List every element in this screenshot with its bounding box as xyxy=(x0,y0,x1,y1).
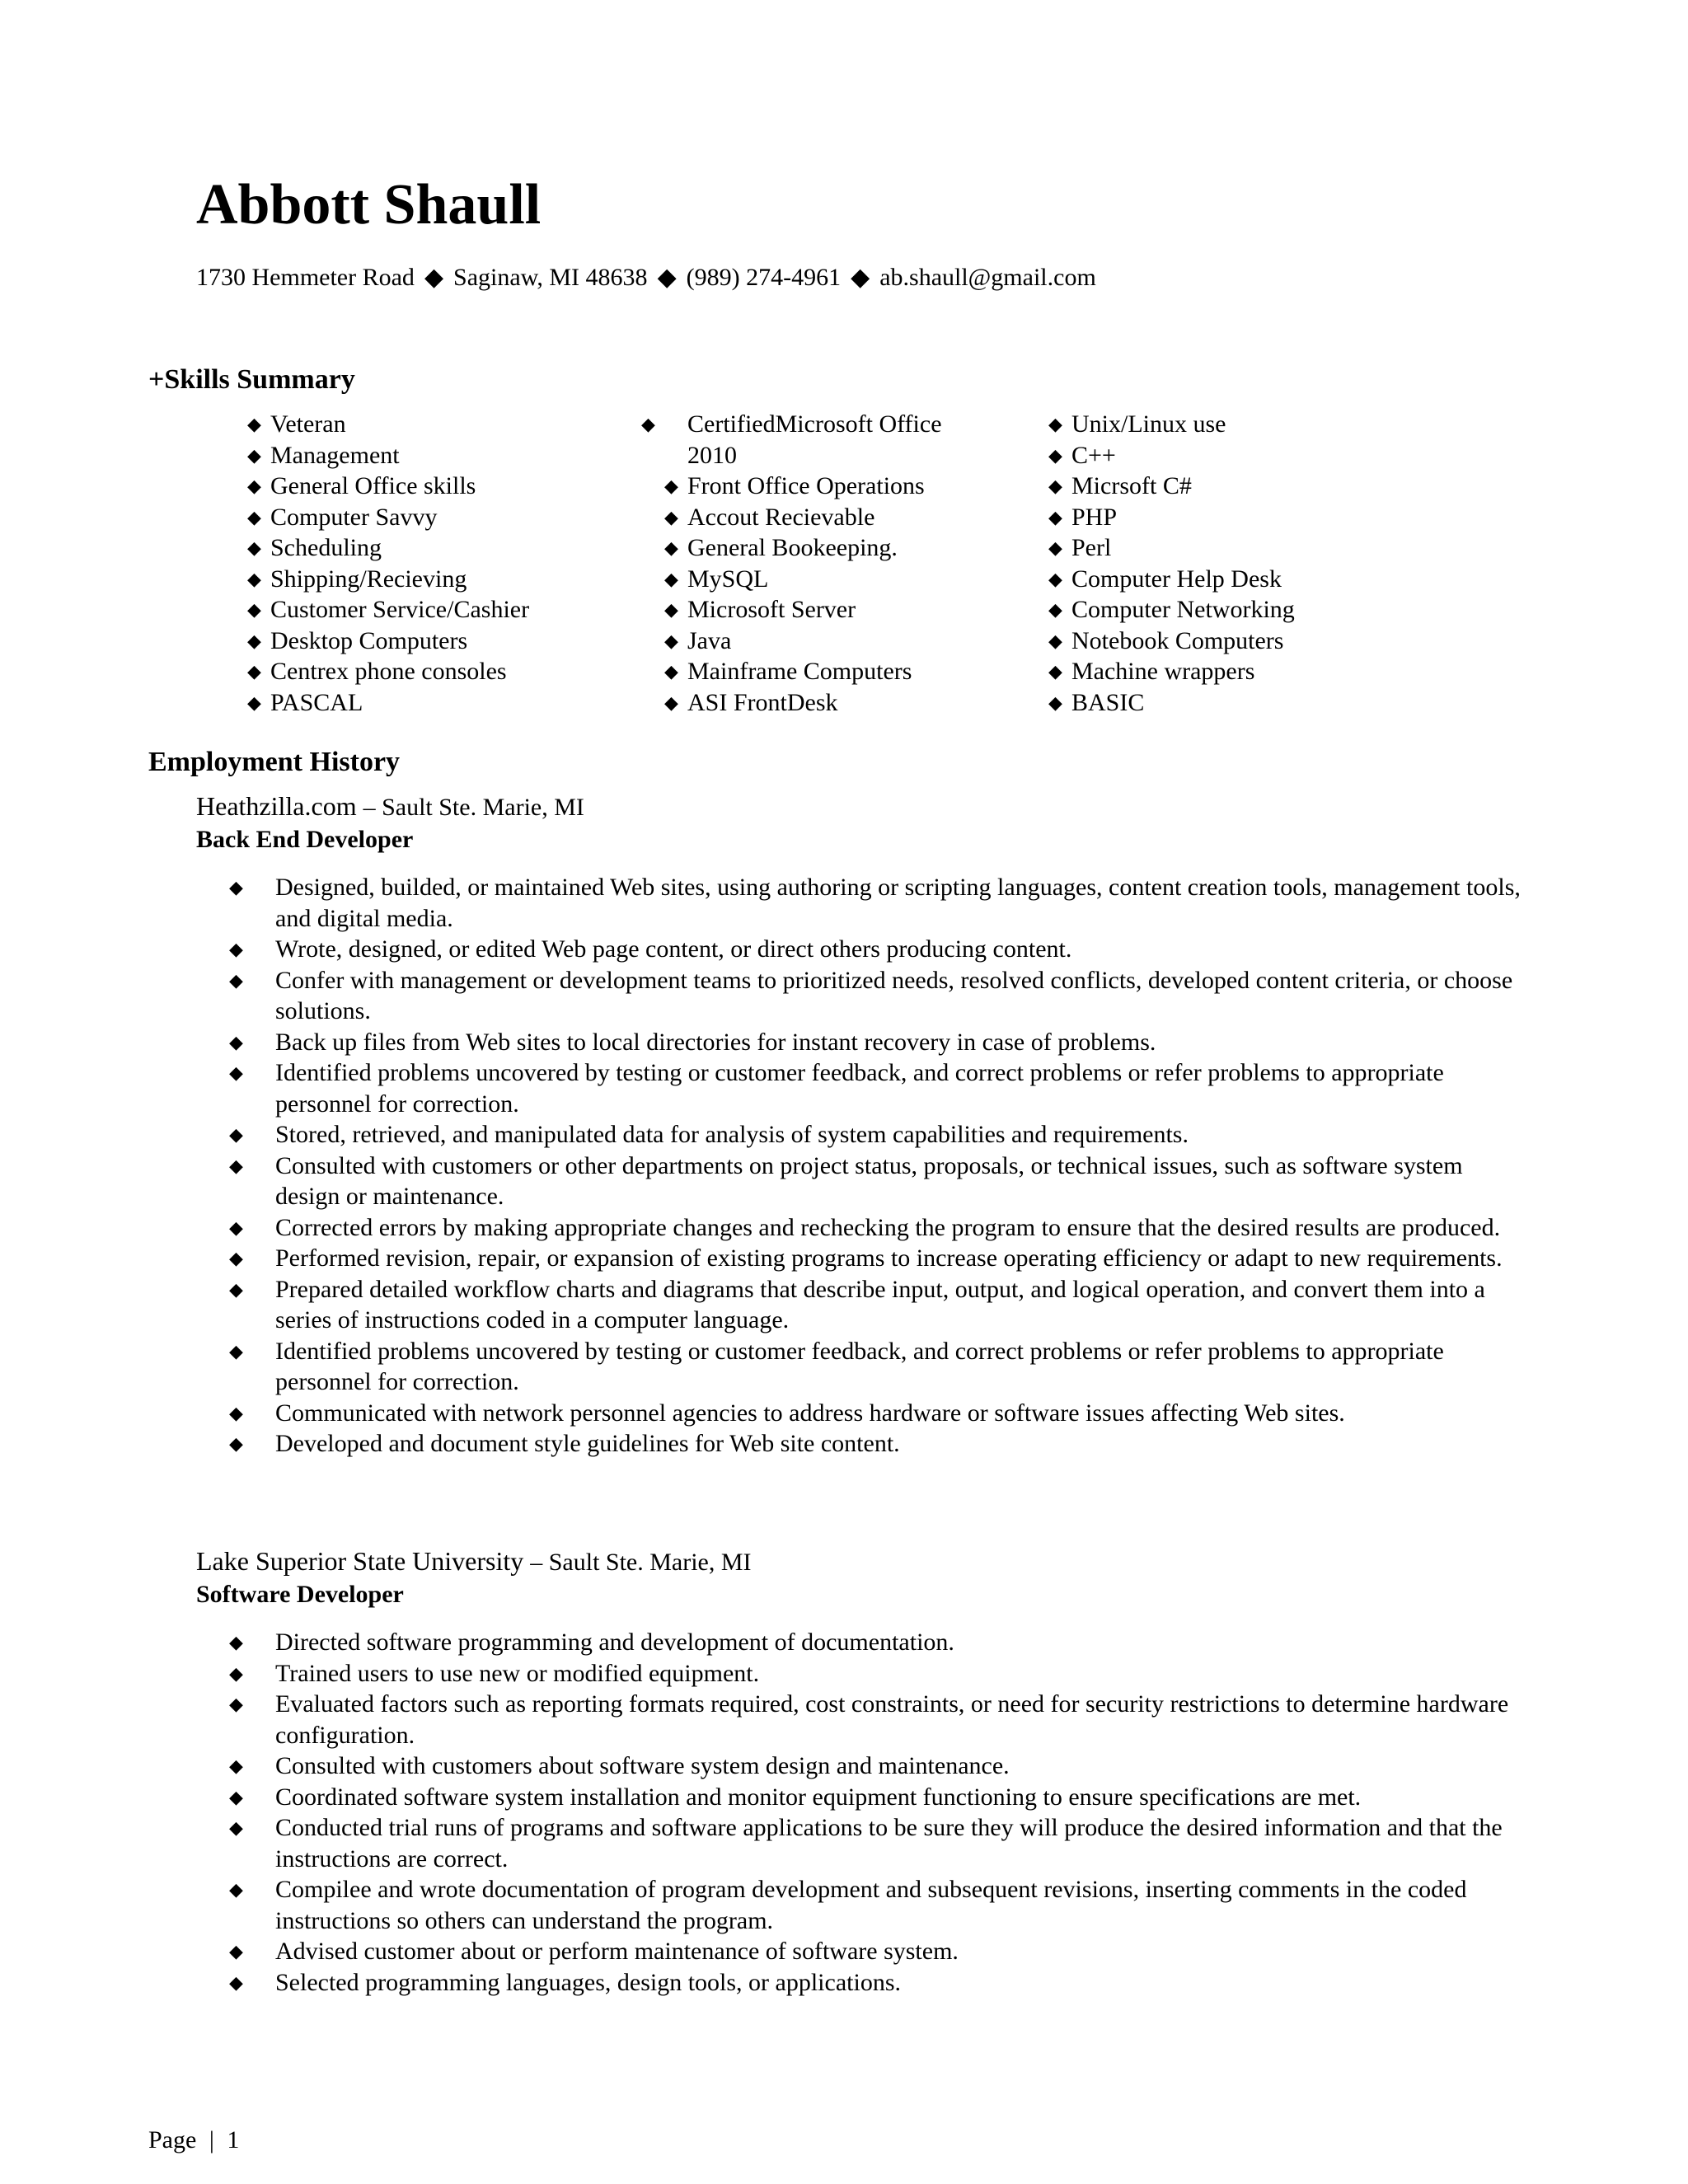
diamond-icon: ◆ xyxy=(229,1632,243,1652)
list-item: ◆ Coordinated software system installation and monitor equipment functioning to ensure specifications are met. xyxy=(229,1782,1531,1813)
employer-location: – Sault Ste. Marie, MI xyxy=(530,1549,752,1576)
job-title: Back End Developer xyxy=(196,826,414,853)
diamond-icon: ◆ xyxy=(229,1340,243,1361)
skills-column-2 xyxy=(641,409,986,718)
list-item: ◆ Designed, builded, or maintained Web sites, using authoring or scripting languages, content creation tools, management tools, and digital media. xyxy=(229,874,1521,932)
skill-item: ◆ Scheduling xyxy=(247,532,635,564)
diamond-icon: ◆ xyxy=(664,506,678,527)
skill-item: ◆ C++ xyxy=(1048,440,1436,471)
list-item: ◆ Directed software programming and development of documentation. xyxy=(229,1627,1531,1658)
skill-item: ◆ CertifiedMicrosoft Office 2010 xyxy=(641,410,942,469)
list-item: ◆ Conducted trial runs of programs and software applications to be sure they will produce the desired information and that the instructions are correct. xyxy=(229,1814,1503,1872)
page-label: Page xyxy=(148,2126,197,2154)
list-item: ◆ Identified problems uncovered by testing or customer feedback, and correct problems or refer problems to appropriate personnel for correction. xyxy=(229,1337,1444,1395)
page-number: 1 xyxy=(227,2126,240,2154)
diamond-icon: ◆ xyxy=(229,1124,243,1145)
address: 1730 Hemmeter Road xyxy=(196,264,415,291)
diamond-icon: ◆ xyxy=(229,1879,243,1900)
diamond-icon: ◆ xyxy=(641,414,655,434)
diamond-icon: ◆ xyxy=(247,414,261,434)
skill-item: ◆ Unix/Linux use xyxy=(1048,409,1436,440)
list-item: ◆ Stored, retrieved, and manipulated data for analysis of system capabilities and requirements. xyxy=(229,1119,1531,1151)
diamond-icon: ◆ xyxy=(1048,414,1062,434)
job-title: Software Developer xyxy=(196,1581,404,1608)
diamond-icon: ◆ xyxy=(247,630,261,651)
diamond-icon: ◆ xyxy=(1048,537,1062,558)
diamond-icon: ◆ xyxy=(229,877,243,898)
skill-item: ◆ Java xyxy=(664,626,986,657)
diamond-icon: ◆ xyxy=(229,1278,243,1300)
skill-item: ◆ Computer Savvy xyxy=(247,502,635,533)
skill-item: ◆ Mainframe Computers xyxy=(664,656,986,687)
diamond-icon: ◆ xyxy=(229,1755,243,1776)
skill-item: ◆ Machine wrappers xyxy=(1048,656,1436,687)
skill-item: ◆ Computer Help Desk xyxy=(1048,564,1436,595)
diamond-icon: ◆ xyxy=(247,568,261,589)
diamond-icon: ◆ xyxy=(1048,599,1062,620)
diamond-icon: ◆ xyxy=(851,264,870,291)
skill-item: ◆ Micrsoft C# xyxy=(1048,471,1436,502)
phone-number: (989) 274-4961 xyxy=(686,264,842,291)
diamond-icon: ◆ xyxy=(1048,568,1062,589)
diamond-icon: ◆ xyxy=(664,476,678,496)
diamond-icon: ◆ xyxy=(229,1433,243,1454)
skill-item: ◆ Accout Recievable xyxy=(664,502,986,533)
skill-item: ◆ Front Office Operations xyxy=(664,471,986,502)
skill-item: ◆ Shipping/Recieving xyxy=(247,564,635,595)
contact-line xyxy=(196,265,1096,290)
list-item: ◆ Compilee and wrote documentation of program development and subsequent revisions, inserting comments in the coded instructions so others can understand the program. xyxy=(229,1876,1467,1934)
diamond-icon: ◆ xyxy=(229,1216,243,1238)
skill-item: ◆ PHP xyxy=(1048,502,1436,533)
employer-name: Heathzilla.com xyxy=(196,791,357,821)
diamond-icon: ◆ xyxy=(229,1971,243,1993)
diamond-icon: ◆ xyxy=(247,476,261,496)
skill-item: ◆ Veteran xyxy=(247,409,635,440)
skill-item: ◆ Perl xyxy=(1048,532,1436,564)
diamond-icon: ◆ xyxy=(664,568,678,589)
skills-summary-heading: +Skills Summary xyxy=(148,364,355,395)
job-duties-list xyxy=(229,872,1531,1460)
diamond-icon: ◆ xyxy=(1048,506,1062,527)
skill-item: ◆ Management xyxy=(247,440,635,471)
skill-item: ◆ Desktop Computers xyxy=(247,626,635,657)
skill-item: ◆ Microsoft Server xyxy=(664,594,986,626)
diamond-icon: ◆ xyxy=(664,661,678,682)
diamond-icon: ◆ xyxy=(1048,630,1062,651)
list-item: ◆ Evaluated factors such as reporting formats required, cost constraints, or need for security restrictions to determine hardware configuration. xyxy=(229,1690,1509,1749)
diamond-icon: ◆ xyxy=(229,969,243,991)
skill-item: ◆ Customer Service/Cashier xyxy=(247,594,635,626)
diamond-icon: ◆ xyxy=(1048,661,1062,682)
list-item: ◆ Selected programming languages, design tools, or applications. xyxy=(229,1967,1531,1999)
diamond-icon: ◆ xyxy=(229,1155,243,1176)
diamond-icon: ◆ xyxy=(1048,444,1062,466)
list-item: ◆ Advised customer about or perform maintenance of software system. xyxy=(229,1936,1531,1967)
skill-item: ◆ Computer Networking xyxy=(1048,594,1436,626)
diamond-icon: ◆ xyxy=(664,537,678,558)
list-item: ◆ Trained users to use new or modified equipment. xyxy=(229,1658,1531,1690)
employer-location: – Sault Ste. Marie, MI xyxy=(363,794,584,821)
footer-divider: | xyxy=(209,2126,214,2154)
email-address: ab.shaull@gmail.com xyxy=(879,264,1096,291)
candidate-name: Abbott Shaull xyxy=(196,173,542,237)
diamond-icon: ◆ xyxy=(657,264,677,291)
job-duties-list xyxy=(229,1627,1531,1998)
diamond-icon: ◆ xyxy=(229,1062,243,1083)
diamond-icon: ◆ xyxy=(247,599,261,620)
list-item: ◆ Performed revision, repair, or expansion of existing programs to increase operating efficiency or adapt to new requirements. xyxy=(229,1243,1531,1274)
diamond-icon: ◆ xyxy=(229,1031,243,1052)
diamond-icon: ◆ xyxy=(247,661,261,682)
diamond-icon: ◆ xyxy=(664,630,678,651)
list-item: ◆ Developed and document style guidelines for Web site content. xyxy=(229,1428,1531,1460)
employment-history-heading: Employment History xyxy=(148,747,401,777)
diamond-icon: ◆ xyxy=(229,1662,243,1684)
employer-line xyxy=(196,793,584,820)
skill-item: ◆ General Office skills xyxy=(247,471,635,502)
skill-item: ◆ General Bookeeping. xyxy=(664,532,986,564)
diamond-icon: ◆ xyxy=(229,1941,243,1961)
skill-item: ◆ Centrex phone consoles xyxy=(247,656,635,687)
skill-item: ◆ ASI FrontDesk xyxy=(664,687,986,719)
diamond-icon: ◆ xyxy=(247,444,261,466)
diamond-icon: ◆ xyxy=(229,1817,243,1838)
diamond-icon: ◆ xyxy=(229,939,243,959)
page-footer xyxy=(148,2128,239,2153)
diamond-icon: ◆ xyxy=(247,537,261,558)
list-item: ◆ Wrote, designed, or edited Web page content, or direct others producing content. xyxy=(229,934,1531,965)
diamond-icon: ◆ xyxy=(229,1694,243,1714)
list-item: ◆ Back up files from Web sites to local directories for instant recovery in case of problems. xyxy=(229,1027,1531,1058)
skill-item: ◆ MySQL xyxy=(664,564,986,595)
diamond-icon: ◆ xyxy=(664,599,678,620)
diamond-icon: ◆ xyxy=(229,1248,243,1268)
diamond-icon: ◆ xyxy=(229,1402,243,1423)
diamond-icon: ◆ xyxy=(664,691,678,713)
list-item: ◆ Corrected errors by making appropriate changes and rechecking the program to ensure that the desired results are produced. xyxy=(229,1212,1531,1244)
diamond-icon: ◆ xyxy=(247,506,261,527)
list-item: ◆ Prepared detailed workflow charts and diagrams that describe input, output, and logical operation, and convert them into a series of instructions coded in a computer language. xyxy=(229,1275,1485,1333)
skill-item: ◆ Notebook Computers xyxy=(1048,626,1436,657)
list-item: ◆ Consulted with customers about software system design and maintenance. xyxy=(229,1750,1531,1782)
diamond-icon: ◆ xyxy=(1048,691,1062,713)
skill-item: ◆ BASIC xyxy=(1048,687,1436,719)
skills-column-3 xyxy=(1048,409,1436,718)
employer-name: Lake Superior State University xyxy=(196,1546,524,1576)
diamond-icon: ◆ xyxy=(229,1786,243,1807)
list-item: ◆ Confer with management or development teams to prioritized needs, resolved conflicts, developed content criteria, or choose solutions. xyxy=(229,966,1513,1024)
skills-column-1 xyxy=(247,409,635,718)
list-item: ◆ Identified problems uncovered by testing or customer feedback, and correct problems or refer problems to appropriate personnel for correction. xyxy=(229,1059,1444,1118)
city-state-zip: Saginaw, MI 48638 xyxy=(453,264,648,291)
employer-line xyxy=(196,1548,752,1575)
diamond-icon: ◆ xyxy=(424,264,444,291)
skill-item: ◆ PASCAL xyxy=(247,687,635,719)
list-item: ◆ Consulted with customers or other departments on project status, proposals, or technical issues, such as software system design or maintenance. xyxy=(229,1151,1463,1210)
diamond-icon: ◆ xyxy=(247,691,261,713)
diamond-icon: ◆ xyxy=(1048,476,1062,496)
list-item: ◆ Communicated with network personnel agencies to address hardware or software issues affecting Web sites. xyxy=(229,1398,1531,1429)
